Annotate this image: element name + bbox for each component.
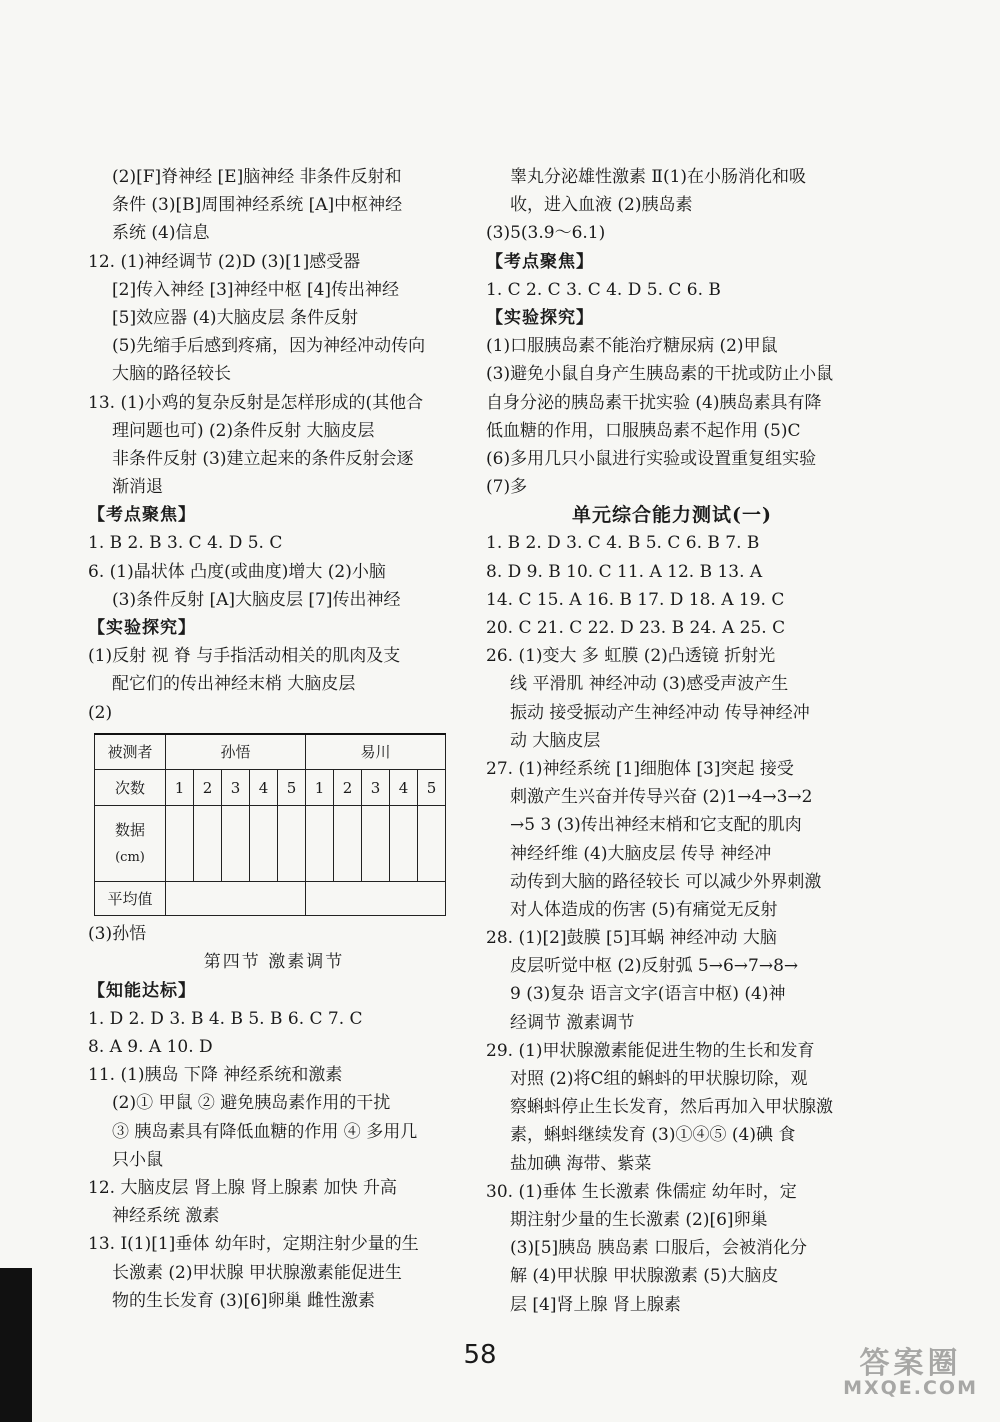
row-label: 次数	[95, 770, 166, 806]
text-line: 大脑的路径较长	[112, 364, 231, 385]
text-line: 14. C 15. A 16. B 17. D 18. A 19. C	[486, 589, 785, 610]
text-line: 期注射少量的生长激素 (2)[6]卵巢	[510, 1209, 768, 1230]
text-line: →5 3 (3)传出神经末梢和它支配的肌肉	[510, 815, 802, 836]
row-label: 平均值	[95, 882, 166, 916]
trial-number: 2	[194, 770, 222, 806]
text-line: 解 (4)甲状腺 甲状腺激素 (5)大脑皮	[510, 1266, 779, 1287]
page-edge-bar	[0, 1268, 32, 1422]
text-line: 对照 (2)将C组的蝌蚪的甲状腺切除，观	[510, 1069, 808, 1089]
text-line: 只小鼠	[112, 1149, 163, 1170]
text-line: 长激素 (2)甲状腺 甲状腺激素能促进生	[112, 1262, 402, 1283]
text-line: 1. C 2. C 3. C 4. D 5. C 6. B	[486, 279, 721, 300]
unit-label: (cm)	[115, 849, 145, 865]
text-line: 盐加碘 海带、紫菜	[510, 1153, 652, 1174]
text-line: 经调节 激素调节	[510, 1012, 635, 1033]
table-cell	[166, 882, 306, 916]
text-line: (3)条件反射 [A]大脑皮层 [7]传出神经	[112, 589, 401, 610]
section-heading: 【实验探究】	[486, 307, 594, 328]
subject-cell: 易川	[306, 734, 446, 770]
trial-number: 5	[278, 770, 306, 806]
text-line: 系统 (4)信息	[112, 223, 210, 244]
text-line: 睾丸分泌雄性激素 Ⅱ(1)在小肠消化和吸	[510, 167, 807, 187]
text-line: 8. A 9. A 10. D	[88, 1037, 213, 1057]
right-column	[486, 163, 858, 1319]
text-line: 条件 (3)[B]周围神经系统 [A]中枢神经	[112, 195, 403, 216]
section-title: 第四节 激素调节	[203, 952, 345, 973]
text-line: 对人体造成的伤害 (5)有痛觉无反射	[510, 899, 778, 920]
trial-number: 4	[390, 770, 418, 806]
text-line: 动传到大脑的路径较长 可以减少外界刺激	[510, 871, 822, 892]
text-line: 刺激产生兴奋并传导兴奋 (2)1→4→3→2	[510, 787, 813, 808]
text-line: 30. (1)垂体 生长激素 侏儒症 幼年时，定	[486, 1181, 797, 1202]
text-line: (6)多用几只小鼠进行实验或设置重复组实验	[486, 448, 817, 469]
text-line: 神经系统 激素	[112, 1206, 220, 1227]
text-line: 素，蝌蚪继续发育 (3)①④⑤ (4)碘 食	[510, 1125, 796, 1146]
unit-test-title: 单元综合能力测试(一)	[572, 504, 772, 527]
trial-number: 1	[166, 770, 194, 806]
subject-cell: 孙悟	[166, 734, 306, 770]
text-line: 9 (3)复杂 语言文字(语言中枢) (4)神	[510, 984, 786, 1005]
text-line: (2)① 甲鼠 ② 避免胰岛素作用的干扰	[112, 1093, 391, 1114]
text-line: 物的生长发育 (3)[6]卵巢 雌性激素	[112, 1290, 375, 1311]
trial-number: 1	[306, 770, 334, 806]
watermark-logo	[843, 1346, 978, 1400]
text-line: (3)避免小鼠自身产生胰岛素的干扰或防止小鼠	[486, 364, 834, 385]
table-cell	[222, 806, 250, 882]
table-cell	[250, 806, 278, 882]
text-line: 察蝌蚪停止生长发育，然后再加入甲状腺激	[510, 1097, 833, 1118]
text-line: 8. D 9. B 10. C 11. A 12. B 13. A	[486, 561, 763, 582]
text-line: [2]传入神经 [3]神经中枢 [4]传出神经	[112, 279, 400, 300]
text-line: 13. (1)小鸡的复杂反射是怎样形成的(其他合	[88, 392, 424, 413]
text-line: 29. (1)甲状腺激素能促进生物的生长和发育	[486, 1040, 815, 1061]
text-line: [5]效应器 (4)大脑皮层 条件反射	[112, 307, 358, 328]
text-line: 27. (1)神经系统 [1]细胞体 [3]突起 接受	[486, 758, 794, 779]
text-line: 1. B 2. D 3. C 4. B 5. C 6. B 7. B	[486, 533, 760, 554]
text-line: 皮层听觉中枢 (2)反射弧 5→6→7→8→	[510, 956, 799, 977]
trial-number: 3	[362, 770, 390, 806]
table-cell	[390, 806, 418, 882]
text-line: 低血糖的作用，口服胰岛素不起作用 (5)C	[486, 420, 801, 441]
text-line: (5)先缩手后感到疼痛，因为神经冲动传向	[112, 336, 426, 357]
watermark-text: 答案圈	[859, 1346, 962, 1381]
text-line: 配它们的传出神经末梢 大脑皮层	[112, 674, 356, 695]
data-label: 数据	[114, 820, 145, 839]
left-column	[88, 163, 460, 1315]
table-cell	[166, 806, 194, 882]
text-line: (3)孙悟	[88, 924, 147, 945]
trial-number: 2	[334, 770, 362, 806]
trial-number: 3	[222, 770, 250, 806]
trial-number: 5	[418, 770, 446, 806]
text-line: (3)5(3.9～6.1)	[486, 223, 606, 244]
text-line: (2)[F]脊神经 [E]脑神经 非条件反射和	[112, 167, 402, 187]
watermark-url: MXQE.COM	[843, 1377, 978, 1399]
text-line: 振动 接受振动产生神经冲动 传导神经冲	[510, 702, 810, 723]
section-heading: 【知能达标】	[88, 980, 196, 1001]
section-heading: 【考点聚焦】	[486, 251, 594, 272]
text-line: 神经纤维 (4)大脑皮层 传导 神经冲	[510, 843, 772, 864]
text-line: 11. (1)胰岛 下降 神经系统和激素	[88, 1065, 343, 1086]
text-line: 非条件反射 (3)建立起来的条件反射会逐	[112, 448, 414, 469]
table-cell	[306, 806, 334, 882]
row-label	[95, 806, 166, 882]
text-line: 动 大脑皮层	[510, 730, 601, 751]
text-line: 自身分泌的胰岛素干扰实验 (4)胰岛素具有降	[486, 392, 822, 413]
text-line: 1. B 2. B 3. C 4. D 5. C	[88, 533, 283, 554]
text-line: 线 平滑肌 神经冲动 (3)感受声波产生	[510, 674, 789, 695]
text-line: 13. Ⅰ(1)[1]垂体 幼年时，定期注射少量的生	[88, 1234, 419, 1255]
table-cell	[362, 806, 390, 882]
text-line: 12. 大脑皮层 肾上腺 肾上腺素 加快 升高	[88, 1177, 398, 1198]
text-line: 收，进入血液 (2)胰岛素	[510, 195, 693, 216]
text-line: (1)口服胰岛素不能治疗糖尿病 (2)甲鼠	[486, 336, 778, 357]
table-cell	[418, 806, 446, 882]
text-line: 20. C 21. C 22. D 23. B 24. A 25. C	[486, 618, 786, 638]
text-line: (7)多	[486, 477, 528, 498]
trial-number: 4	[250, 770, 278, 806]
text-line: 理问题也可) (2)条件反射 大脑皮层	[112, 420, 375, 441]
text-line: 6. (1)晶状体 凸度(或曲度)增大 (2)小脑	[88, 561, 386, 582]
table-cell	[194, 806, 222, 882]
table-cell	[278, 806, 306, 882]
section-heading: 【实验探究】	[88, 618, 196, 638]
section-heading: 【考点聚焦】	[88, 505, 196, 526]
text-line: 26. (1)变大 多 虹膜 (2)凸透镜 折射光	[486, 646, 776, 667]
text-line: 层 [4]肾上腺 肾上腺素	[510, 1294, 681, 1315]
table-cell	[334, 806, 362, 882]
text-line: ③ 胰岛素具有降低血糖的作用 ④ 多用几	[112, 1121, 418, 1142]
table-header-cell: 被测者	[95, 734, 166, 770]
text-line: (1)反射 视 脊 与手指活动相关的肌肉及支	[88, 646, 401, 667]
text-line: 1. D 2. D 3. B 4. B 5. B 6. C 7. C	[88, 1008, 363, 1029]
measurement-table	[94, 733, 446, 917]
text-line: 渐消退	[112, 477, 163, 498]
table-cell	[306, 882, 446, 916]
text-line: 28. (1)[2]鼓膜 [5]耳蜗 神经冲动 大脑	[486, 928, 777, 949]
text-line: (2)	[88, 702, 113, 723]
page-number: 58	[463, 1340, 497, 1370]
text-line: (3)[5]胰岛 胰岛素 口服后，会被消化分	[510, 1238, 807, 1259]
text-line: 12. (1)神经调节 (2)D (3)[1]感受器	[88, 251, 361, 272]
